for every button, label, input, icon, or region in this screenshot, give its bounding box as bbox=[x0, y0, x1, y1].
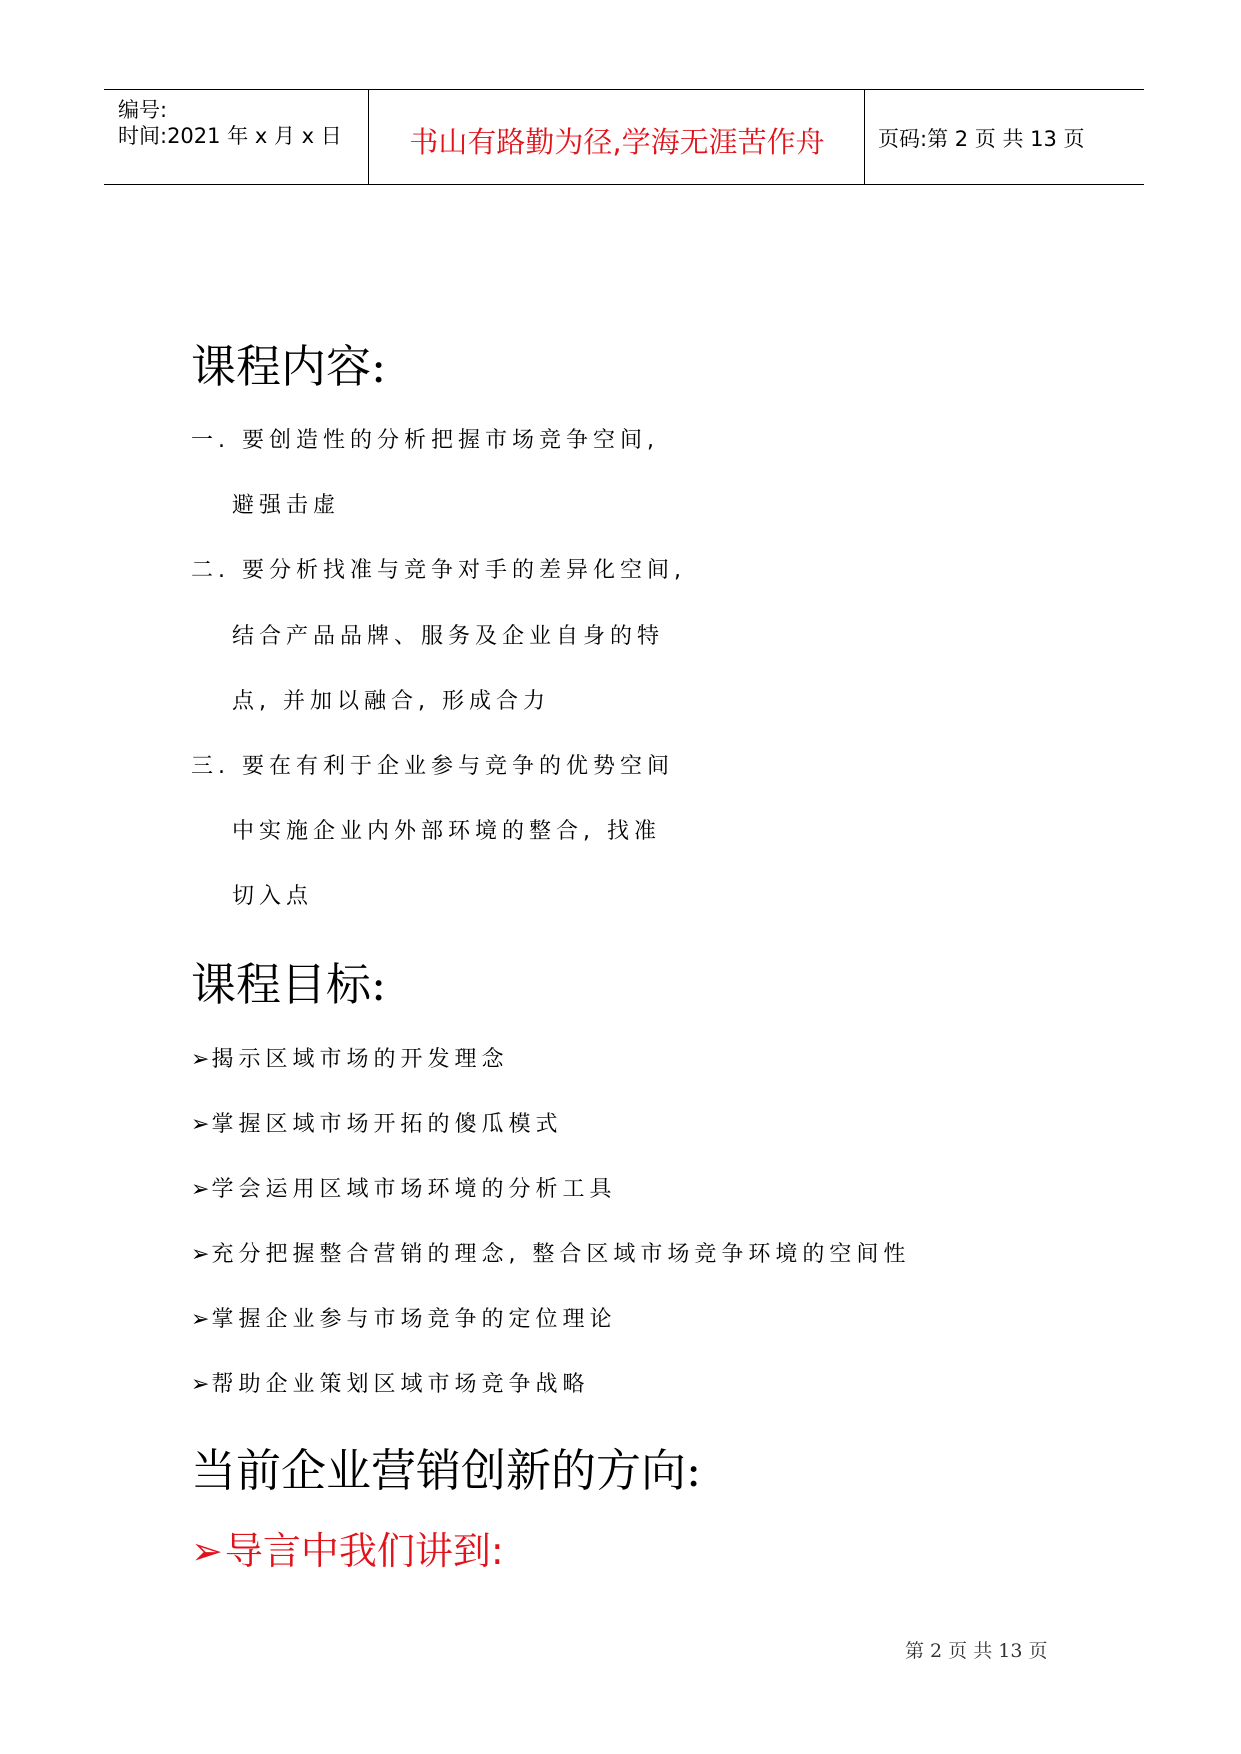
content-line: 三. 要在有利于企业参与竞争的优势空间 bbox=[191, 754, 674, 779]
content-line: 中实施企业内外部环境的整合, 找准 bbox=[232, 819, 661, 844]
page-header bbox=[104, 89, 1144, 185]
page-footer: 第 2 页 共 13 页 bbox=[905, 1640, 1048, 1662]
goal-list-item bbox=[191, 1244, 910, 1266]
section-title-course-goals: 课程目标: bbox=[191, 958, 387, 1011]
goal-list-item bbox=[191, 1309, 616, 1331]
header-motto-cell bbox=[370, 90, 865, 184]
goal-text: 学会运用区域市场环境的分析工具 bbox=[211, 1177, 617, 1202]
goal-list-item bbox=[191, 1049, 508, 1071]
arrow-bullet-icon: ➢ bbox=[191, 1529, 223, 1573]
header-motto: 书山有路勤为径,学海无涯苦作舟 bbox=[409, 125, 825, 159]
arrow-bullet-icon: ➢ bbox=[191, 1307, 210, 1332]
arrow-bullet-icon: ➢ bbox=[191, 1112, 210, 1137]
content-line: 一. 要创造性的分析把握市场竞争空间, bbox=[191, 428, 659, 453]
header-page-cell bbox=[866, 90, 1144, 184]
arrow-bullet-icon: ➢ bbox=[191, 1242, 210, 1267]
header-info-cell bbox=[104, 90, 369, 184]
intro-subheading bbox=[191, 1529, 504, 1573]
goal-text: 帮助企业策划区域市场竞争战略 bbox=[211, 1372, 590, 1397]
goal-list-item bbox=[191, 1374, 589, 1396]
goal-text: 充分把握整合营销的理念, 整合区域市场竞争环境的空间性 bbox=[211, 1242, 911, 1267]
arrow-bullet-icon: ➢ bbox=[191, 1177, 210, 1202]
goal-text: 掌握企业参与市场竞争的定位理论 bbox=[211, 1307, 617, 1332]
goal-list-item bbox=[191, 1114, 562, 1136]
document-time-label: 时间:2021 年 x 月 x 日 bbox=[118, 124, 342, 148]
content-line: 切入点 bbox=[232, 884, 314, 909]
goal-list-item bbox=[191, 1179, 616, 1201]
content-line: 二. 要分析找准与竞争对手的差异化空间, bbox=[191, 558, 686, 583]
document-number-label: 编号: bbox=[118, 98, 168, 122]
intro-subheading-text: 导言中我们讲到: bbox=[224, 1529, 504, 1573]
arrow-bullet-icon: ➢ bbox=[191, 1047, 210, 1072]
goal-text: 揭示区域市场的开发理念 bbox=[211, 1047, 509, 1072]
content-line: 点, 并加以融合, 形成合力 bbox=[232, 689, 550, 714]
content-line: 结合产品品牌、服务及企业自身的特 bbox=[232, 624, 665, 649]
goal-text: 掌握区域市场开拓的傻瓜模式 bbox=[211, 1112, 563, 1137]
section-title-marketing-innovation: 当前企业营销创新的方向: bbox=[191, 1444, 702, 1497]
arrow-bullet-icon: ➢ bbox=[191, 1372, 210, 1397]
section-title-course-content: 课程内容: bbox=[191, 340, 387, 393]
header-page-code: 页码:第 2 页 共 13 页 bbox=[878, 127, 1085, 151]
content-line: 避强击虚 bbox=[232, 493, 341, 518]
